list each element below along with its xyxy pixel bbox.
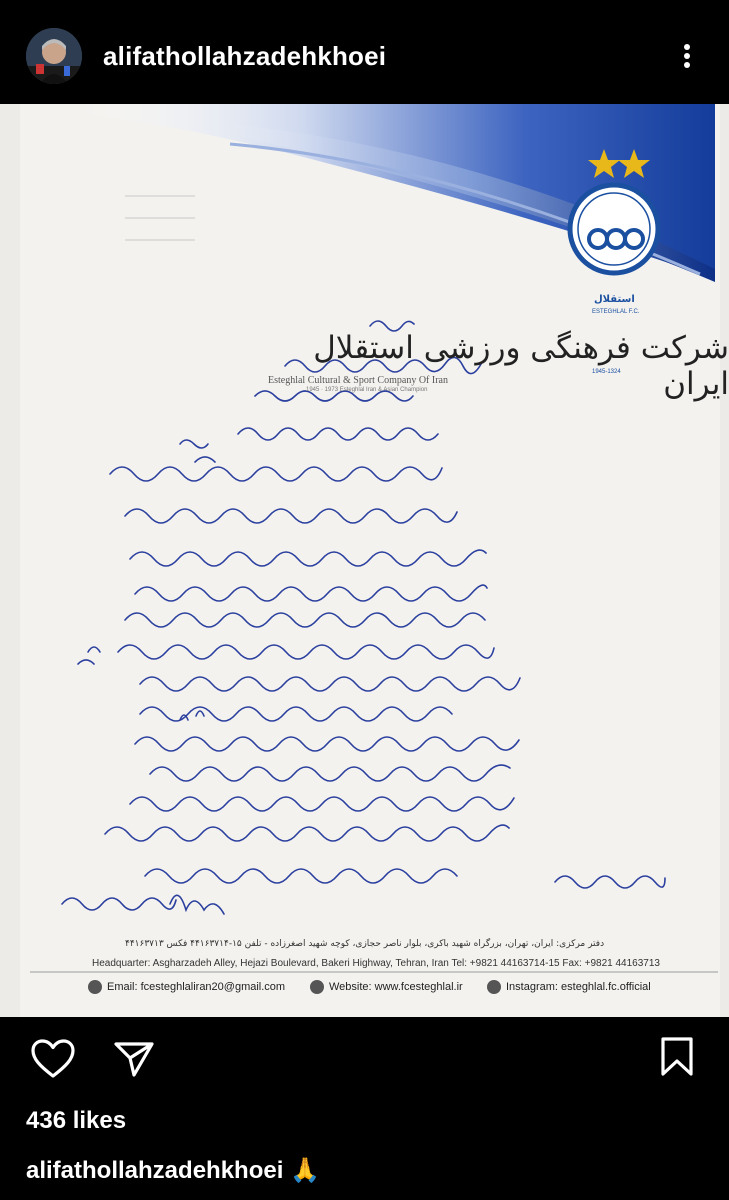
post-image[interactable] <box>0 104 729 1017</box>
username[interactable]: alifathollahzadehkhoei <box>103 41 387 71</box>
footer-email-text: Email: fcesteghlaliran20@gmail.com <box>107 981 286 993</box>
bookmark-icon[interactable] <box>660 1036 694 1078</box>
footer-address-en: Headquarter: Asgharzadeh Alley, Hejazi Boulevard, Bakeri Highway, Tehran, Iran Tel: +9821 44163714-15 Fax: +9821 44163713 <box>92 958 660 969</box>
footer-email <box>88 980 285 994</box>
letter-image <box>0 104 729 1017</box>
seal-subtitle: ESTEGHLAL F.C. <box>592 309 640 315</box>
likes-count[interactable]: 436 likes <box>26 1107 127 1134</box>
footer-website <box>310 980 463 994</box>
caption-username[interactable]: alifathollahzadehkhoei <box>26 1157 284 1184</box>
seal-years: 1945-1324 <box>592 369 621 375</box>
company-name-en: Esteghlal Cultural & Sport Company Of Iran <box>268 375 448 386</box>
caption <box>26 1156 320 1185</box>
footer-website-text: Website: www.fcesteghlal.ir <box>329 981 463 993</box>
email-icon <box>88 980 102 994</box>
company-subtitle: 1945 · 1973 Esteghlal Iran & Asian Champion <box>306 387 428 393</box>
seal-name: استقلال <box>594 294 635 305</box>
footer-instagram-text: Instagram: esteghlal.fc.official <box>506 981 651 993</box>
footer-address-fa: دفتر مرکزی: ایران، تهران، بزرگراه شهید باکری، بلوار ناصر حجازی، کوچه شهید اصغرزاده - تلفن ۱۵-۴۴۱۶۳۷۱۴ فکس ۴۴۱۶۳۷۱۳ <box>125 939 605 949</box>
post-header <box>0 0 729 104</box>
profile-avatar-icon <box>26 28 82 84</box>
caption-text: 🙏 <box>290 1157 320 1184</box>
heart-icon[interactable] <box>30 1038 76 1080</box>
footer-instagram <box>487 980 651 994</box>
send-icon[interactable] <box>112 1040 156 1078</box>
instagram-icon <box>487 980 501 994</box>
globe-icon <box>310 980 324 994</box>
avatar[interactable] <box>26 28 82 84</box>
more-vertical-icon[interactable] <box>672 38 702 74</box>
company-name-fa: شرکت فرهنگی ورزشی استقلال ایران <box>313 330 729 402</box>
